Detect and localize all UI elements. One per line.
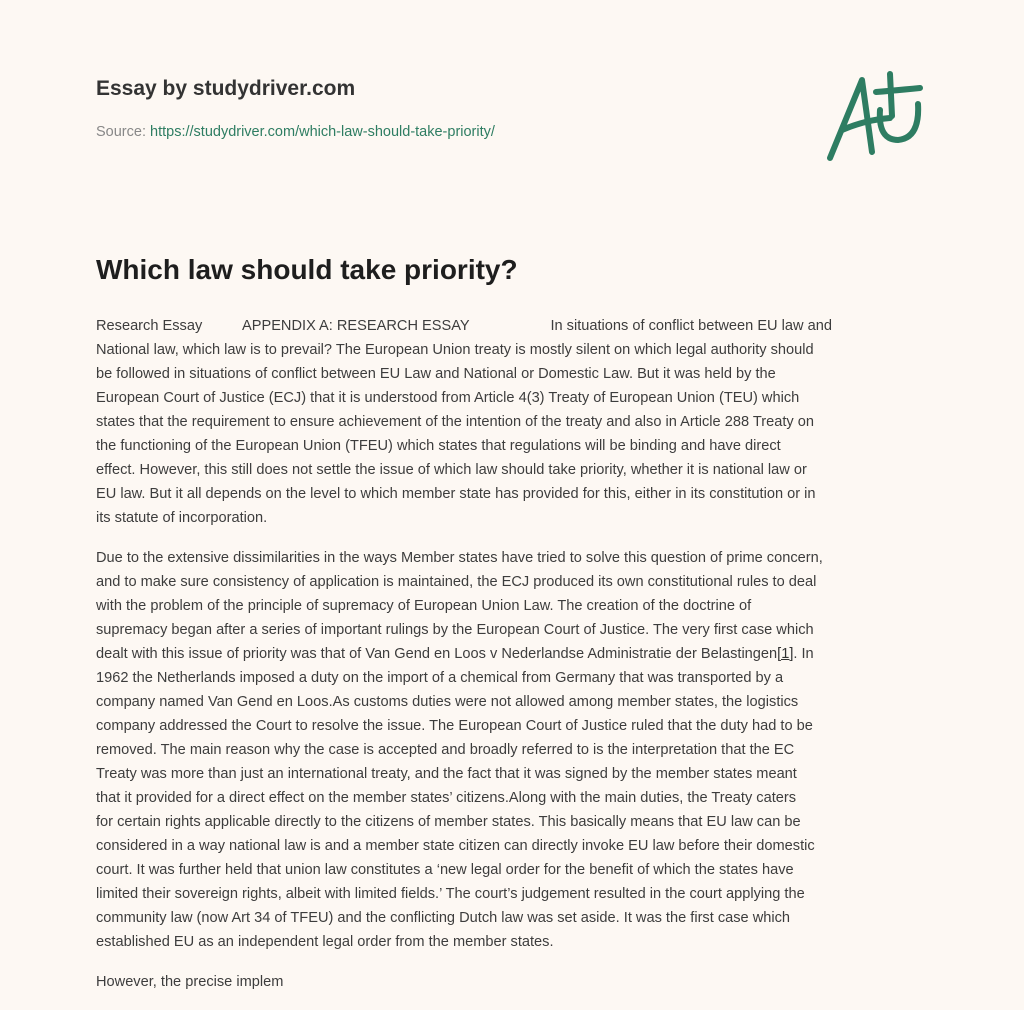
text-line: [96, 314, 832, 338]
text-line: [96, 858, 823, 882]
text-line: [96, 738, 823, 762]
text-line: [96, 690, 823, 714]
text-line: [96, 762, 823, 786]
text-line: [96, 882, 823, 906]
line-text: supremacy began after a series of important rulings by the European Court of Justice. The very first case which: [96, 622, 814, 638]
line-text: the functioning of the European Union (TFEU) which states that regulations will be binding and have direct: [96, 438, 781, 454]
text-line: [96, 594, 823, 618]
line-text: community law (now Art 34 of TFEU) and the conflicting Dutch law was set aside. It was the first case which: [96, 910, 791, 926]
line-text: European Court of Justice (ECJ) that it is understood from Article 4(3) Treaty of European Union (TEU) which: [96, 390, 800, 406]
line-text: Due to the extensive dissimilarities in the ways Member states have tried to solve this question of prime concern,: [96, 550, 823, 566]
paragraph-3: [96, 970, 283, 994]
text-line: [96, 570, 823, 594]
site-title: Essay by studydriver.com: [96, 77, 356, 100]
line-text: be followed in situations of conflict between EU Law and National or Domestic Law. But it was held by the: [96, 366, 776, 382]
text-line: [96, 546, 823, 570]
line-text: established EU as an independent legal order from the member states.: [96, 934, 554, 950]
text-line: [96, 338, 832, 362]
text-line: [96, 618, 823, 642]
text-line: [96, 666, 823, 690]
text-line: [96, 786, 823, 810]
line-text: that it provided for a direct effect on the member states’ citizens.Along with the main duties, the Treaty caters: [96, 790, 797, 806]
line-text: and to make sure consistency of application is maintained, the ECJ produced its own constitutional rules to deal: [96, 574, 817, 590]
line-text: effect. However, this still does not settle the issue of which law should take priority, whether it is national law or: [96, 462, 807, 478]
a-plus-logo-icon: [820, 68, 930, 168]
text-line: [96, 834, 823, 858]
line-text: states that the requirement to ensure achievement of the intention of the treaty and also in Article 288 Treaty on: [96, 414, 814, 430]
line-text: court. It was further held that union law constitutes a ‘new legal order for the benefit of which the states have: [96, 862, 794, 878]
text-line: [96, 930, 823, 954]
text-line: [96, 642, 823, 666]
line-text: company named Van Gend en Loos.As customs duties were not allowed among member states, the logistics: [96, 694, 799, 710]
text-line: [96, 810, 823, 834]
footnote-link[interactable]: [1]: [777, 646, 794, 662]
line-text: removed. The main reason why the case is accepted and broadly referred to is the interpretation that the EC: [96, 742, 795, 758]
text-line: [96, 482, 832, 506]
text-line: [96, 970, 283, 994]
text-line: [96, 906, 823, 930]
line-text: company addressed the Court to resolve the issue. The European Court of Justice ruled that the duty had to be: [96, 718, 813, 734]
source-label: Source:: [96, 124, 146, 140]
text-line: [96, 410, 832, 434]
line-text: its statute of incorporation.: [96, 510, 268, 526]
paragraph-2: [96, 546, 823, 954]
text-line: [96, 434, 832, 458]
page-title: Which law should take priority?: [96, 254, 518, 285]
source-line: [96, 124, 495, 140]
text-line: [96, 506, 832, 530]
line-text: with the problem of the principle of supremacy of European Union Law. The creation of the doctrine of: [96, 598, 752, 614]
line-text: considered in a way national law is and a member state citizen can directly invoke EU law before their domestic: [96, 838, 815, 854]
line-text: for certain rights applicable directly to the citizens of member states. This basically means that EU law can be: [96, 814, 801, 830]
text-line: [96, 458, 832, 482]
paragraph-1: [96, 314, 832, 530]
line-text: limited their sovereign rights, albeit with limited fields.’ The court’s judgement resulted in the court applying the: [96, 886, 805, 902]
line-text: However, the precise implem: [96, 974, 284, 990]
text-line: [96, 714, 823, 738]
text-line: [96, 386, 832, 410]
line-text: dealt with this issue of priority was that of Van Gend en Loos v Nederlandse Administratie der Belastingen: [96, 646, 778, 662]
source-link[interactable]: https://studydriver.com/which-law-should-take-priority/: [150, 124, 495, 140]
line-text: National law, which law is to prevail? The European Union treaty is mostly silent on which legal authority should: [96, 342, 814, 358]
text-line: [96, 362, 832, 386]
line-text: Treaty was more than just an international treaty, and the fact that it was signed by the member states meant: [96, 766, 797, 782]
line-text: Research Essay APPENDIX A: RESEARCH ESSAY In situations of conflict between EU law and: [96, 318, 832, 334]
line-text: EU law. But it all depends on the level to which member state has provided for this, either in its constitution or in: [96, 486, 816, 502]
line-text: 1962 the Netherlands imposed a duty on the import of a chemical from Germany that was transported by a: [96, 670, 784, 686]
footnote-after-text: . In: [793, 646, 814, 662]
